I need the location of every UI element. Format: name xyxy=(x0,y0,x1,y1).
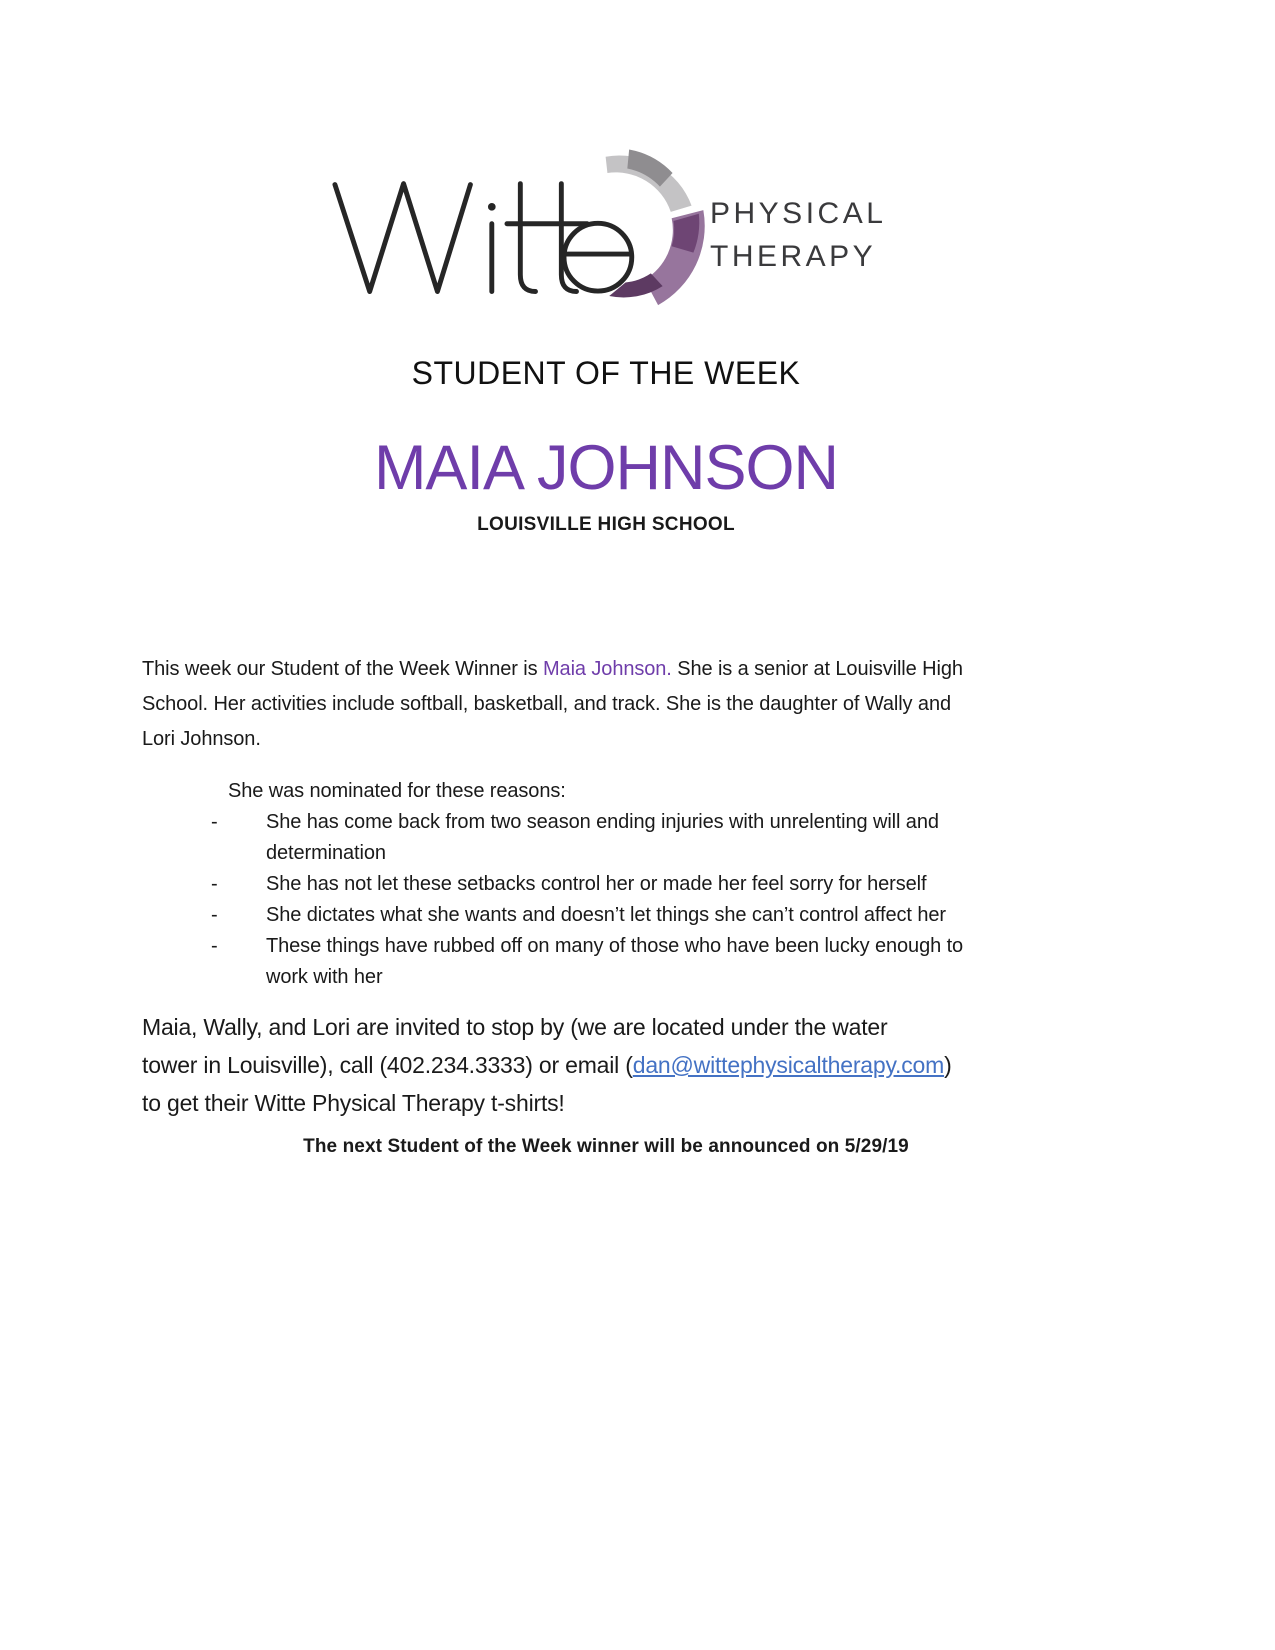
email-link[interactable]: dan@wittephysicaltherapy.com xyxy=(632,1052,945,1078)
page-title: STUDENT OF THE WEEK xyxy=(411,355,801,391)
announcement: The next Student of the Week winner will be announced on 5/29/19 xyxy=(303,1136,909,1157)
invite-line xyxy=(142,1046,952,1084)
school-name: LOUISVILLE HIGH SCHOOL xyxy=(477,514,735,535)
invitation-paragraph xyxy=(142,1008,952,1122)
bullet-line: She has not let these setbacks control her or made her feel sorry for herself xyxy=(266,873,927,895)
nomination-lead: She was nominated for these reasons: xyxy=(228,780,566,802)
logo-tagline xyxy=(710,192,886,278)
logo-tagline-line1: PHYSICAL xyxy=(710,197,887,230)
logo-crescent-icon xyxy=(545,130,735,330)
list-item xyxy=(209,869,963,900)
bullet-marker: - xyxy=(211,904,218,926)
bullet-line: She has come back from two season ending injuries with unrelenting will and xyxy=(266,811,939,833)
invite-text: tower in Louisville), call (402.234.3333) or email ( xyxy=(142,1052,633,1078)
student-name: MAIA JOHNSON xyxy=(373,433,839,503)
intro-text: This week our Student of the Week Winner is xyxy=(142,658,543,680)
list-item xyxy=(209,900,963,931)
nomination-section xyxy=(209,776,963,993)
invite-line: to get their Witte Physical Therapy t-shirts! xyxy=(142,1090,565,1116)
bullet-line: She dictates what she wants and doesn’t let things she can’t control affect her xyxy=(266,904,946,926)
bullet-line: These things have rubbed off on many of those who have been lucky enough to xyxy=(266,935,964,957)
bullet-line: work with her xyxy=(266,966,383,988)
student-name-highlight: Maia Johnson. xyxy=(542,658,672,680)
bullet-marker: - xyxy=(211,811,218,833)
intro-paragraph xyxy=(142,652,963,757)
invite-line: Maia, Wally, and Lori are invited to stop by (we are located under the water xyxy=(142,1014,888,1040)
intro-line: School. Her activities include softball, basketball, and track. She is the daughter of Wally and xyxy=(142,693,951,715)
list-item xyxy=(209,807,963,869)
intro-text: She is a senior at Louisville High xyxy=(671,658,963,680)
bullet-marker: - xyxy=(211,935,218,957)
invite-text: ) xyxy=(944,1052,952,1078)
bullet-marker: - xyxy=(211,873,218,895)
bullet-line: determination xyxy=(266,842,386,864)
intro-line xyxy=(142,652,963,687)
logo-tagline-line2: THERAPY xyxy=(710,240,877,273)
intro-line: Lori Johnson. xyxy=(142,728,261,750)
reasons-list xyxy=(209,807,963,993)
list-item xyxy=(209,931,963,993)
